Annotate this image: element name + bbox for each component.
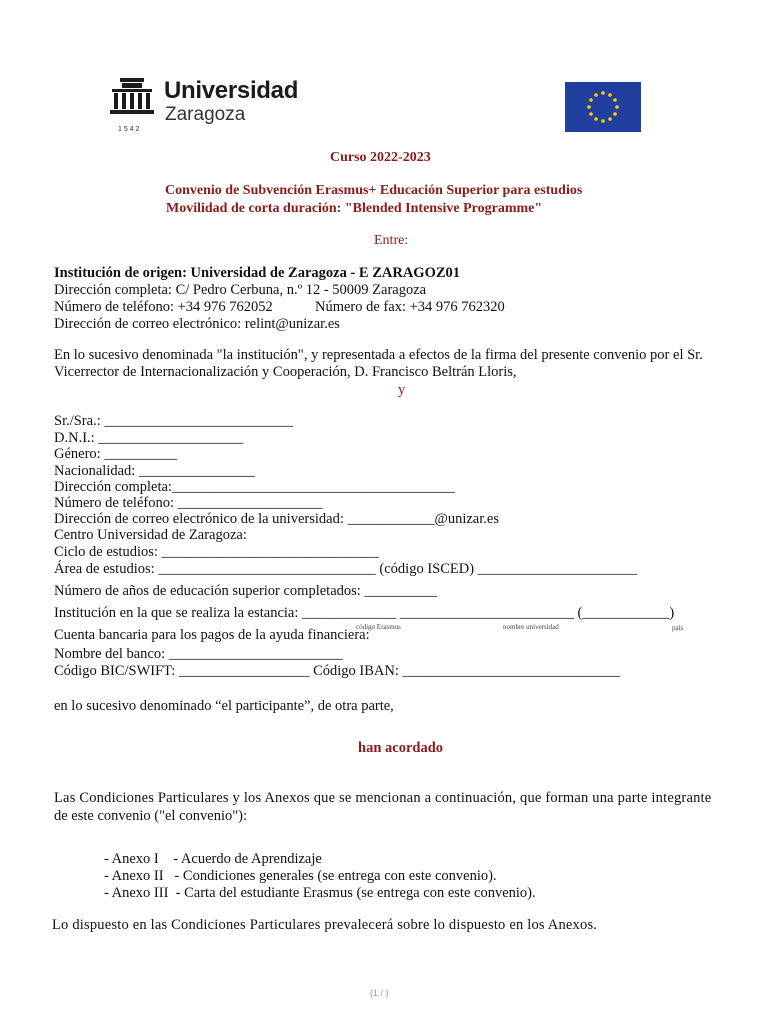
- and-connector: y: [398, 382, 406, 398]
- eu-flag-icon: [565, 82, 641, 132]
- annex-item: - Anexo II - Condiciones generales (se entrega con este convenio).: [104, 868, 497, 884]
- conditions-line-1: Las Condiciones Particulares y los Anexos que se mencionan a continuación, que forman una parte integrante: [54, 790, 712, 806]
- prevails-statement: Lo dispuesto en las Condiciones Particulares prevalecerá sobre lo dispuesto en los Anexos.: [52, 917, 598, 933]
- label-university-name: nombre universidad: [503, 623, 559, 631]
- representation-line-2: Vicerrector de Internacionalización y Cooperación, D. Francisco Beltrán Lloris,: [54, 364, 517, 380]
- conditions-line-2: de este convenio ("el convenio"):: [54, 808, 248, 824]
- institution-email: Dirección de correo electrónico: relint@unizar.es: [54, 316, 340, 332]
- participant-nationality-field[interactable]: Nacionalidad: ________________: [54, 463, 255, 479]
- participant-area-field[interactable]: Área de estudios: ______________________________ (código ISCED) ______________________: [54, 561, 638, 577]
- bank-account-label: Cuenta bancaria para los pagos de la ayuda financiera:: [54, 627, 370, 643]
- institution-address: Dirección completa: C/ Pedro Cerbuna, n.º 12 - 50009 Zaragoza: [54, 282, 427, 298]
- university-year: 1542: [118, 126, 142, 133]
- representation-line-1: En lo sucesivo denominada "la institución", y representada a efectos de la firma del presente convenio por el Sr.: [54, 347, 703, 363]
- agreement-title: Convenio de Subvención Erasmus+ Educación Superior para estudios: [165, 183, 583, 198]
- participant-name-field[interactable]: Sr./Sra.: __________________________: [54, 413, 293, 429]
- participant-cycle-field[interactable]: Ciclo de estudios: ______________________________: [54, 544, 380, 560]
- bank-name-field[interactable]: Nombre del banco: ________________________: [54, 646, 343, 662]
- participant-address-field[interactable]: Dirección completa:_______________________________________: [54, 479, 455, 495]
- between-label: Entre:: [374, 233, 409, 248]
- host-institution-field[interactable]: Institución en la que se realiza la estancia: _____________ ________________________ (____________): [54, 605, 675, 621]
- participant-center-label: Centro Universidad de Zaragoza:: [54, 527, 247, 543]
- bic-iban-field[interactable]: Código BIC/SWIFT: __________________ Código IBAN: ______________________________: [54, 663, 621, 679]
- participant-phone-field[interactable]: Número de teléfono: ____________________: [54, 495, 323, 511]
- university-city: Zaragoza: [165, 104, 246, 125]
- participant-email-field[interactable]: Dirección de correo electrónico de la universidad: ____________@unizar.es: [54, 511, 499, 527]
- university-crest-icon: [108, 76, 156, 124]
- participant-gender-field[interactable]: Género: __________: [54, 446, 177, 462]
- university-name: Universidad: [164, 77, 299, 104]
- institution-fax: Número de fax: +34 976 762320: [315, 299, 505, 315]
- participant-years-field[interactable]: Número de años de educación superior completados: __________: [54, 583, 437, 599]
- agreed-heading: han acordado: [358, 740, 444, 756]
- mobility-title: Movilidad de corta duración: "Blended Intensive Programme": [166, 201, 543, 216]
- participant-dni-field[interactable]: D.N.I.: ____________________: [54, 430, 244, 446]
- annex-item: - Anexo I - Acuerdo de Aprendizaje: [104, 851, 322, 867]
- label-erasmus-code: código Erasmus: [356, 623, 401, 631]
- participant-designation: en lo sucesivo denominado “el participante”, de otra parte,: [54, 698, 394, 714]
- origin-institution: Institución de origen: Universidad de Zaragoza - E ZARAGOZ01: [54, 265, 461, 281]
- page-number: (1 / ): [370, 988, 389, 998]
- annex-item: - Anexo III - Carta del estudiante Erasmus (se entrega con este convenio).: [104, 885, 536, 901]
- label-country: país: [672, 624, 684, 632]
- institution-phone: Número de teléfono: +34 976 762052: [54, 299, 273, 315]
- course-title: Curso 2022-2023: [330, 150, 431, 165]
